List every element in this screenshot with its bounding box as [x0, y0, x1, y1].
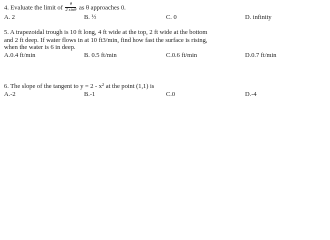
question-5-stem-line-3: when the water is 6 in deep. — [4, 44, 76, 51]
fraction-denominator: 2 sinθ — [65, 6, 77, 12]
option-b[interactable]: B. 0.5 ft/min — [84, 52, 117, 59]
option-a[interactable]: A.0.4 ft/min — [4, 52, 36, 59]
question-6-stem — [4, 83, 326, 91]
question-5 — [4, 29, 326, 60]
question-4 — [4, 3, 326, 22]
question-6 — [4, 83, 326, 99]
question-4-stem-prefix: 4. Evaluate the limit of — [4, 4, 63, 12]
question-4-stem-suffix: as θ approaches 0. — [79, 4, 126, 12]
option-c[interactable]: C.0.6 ft/min — [166, 52, 198, 59]
question-4-fraction — [65, 2, 76, 12]
question-6-stem-prefix: 6. The slope of the tangent to y = 2 - x — [4, 83, 102, 90]
question-5-stem-line-2: and 2 ft deep. If water flows in at 10 ft3/min, find how fast the surface is rising, — [4, 36, 208, 44]
option-a[interactable]: A.-2 — [4, 91, 16, 98]
question-4-options — [4, 14, 326, 22]
fraction-numerator: θ — [65, 2, 76, 8]
option-b[interactable]: B.-1 — [84, 91, 96, 98]
question-5-stem-line-1: 5. A trapezoidal trough is 10 ft long, 4 ft wide at the top, 2 ft wide at the bottom — [4, 29, 208, 36]
option-a[interactable]: A. 2 — [4, 13, 16, 21]
option-d[interactable]: D.0.7 ft/min — [245, 52, 277, 59]
question-6-stem-suffix: at the point (1,1) is — [104, 83, 155, 90]
option-d[interactable]: D.-4 — [245, 91, 257, 98]
question-4-stem — [4, 3, 326, 13]
option-c[interactable]: C.0 — [166, 91, 176, 98]
option-d[interactable]: D. infinity — [245, 13, 272, 21]
question-6-options — [4, 91, 326, 99]
question-6-exponent: 2 — [101, 82, 105, 87]
option-b[interactable]: B. ½ — [84, 13, 97, 21]
option-c[interactable]: C. 0 — [166, 13, 177, 21]
question-5-options — [4, 52, 326, 60]
